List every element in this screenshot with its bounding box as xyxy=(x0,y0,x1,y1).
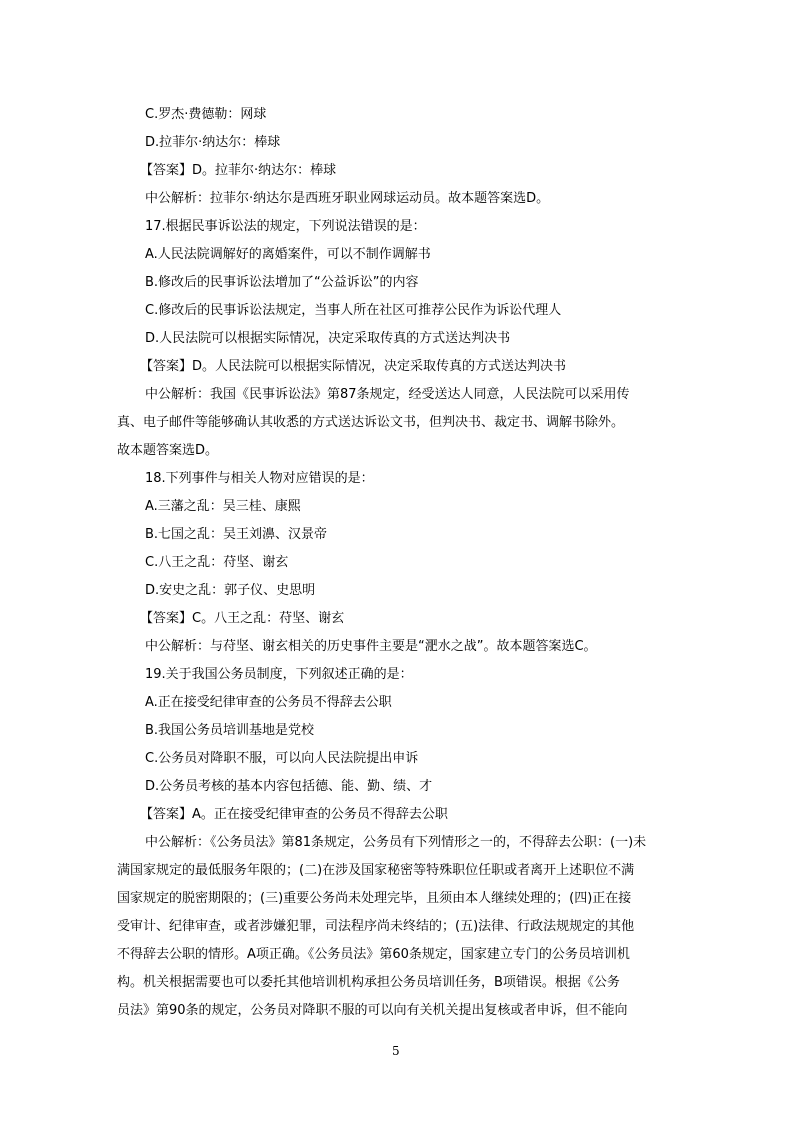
option-line: A.三藩之乱：吴三桂、康熙 xyxy=(145,499,301,514)
analysis-line: 真、电子邮件等能够确认其收悉的方式送达诉讼文书，但判决书、裁定书、调解书除外。 xyxy=(117,415,625,430)
option-line: C.罗杰·费德勒：网球 xyxy=(145,107,267,122)
analysis-line: 受审计、纪律审查，或者涉嫌犯罪，司法程序尚未终结的；(五)法律、行政法规规定的其他 xyxy=(117,919,635,934)
answer-line: 【答案】D。拉菲尔·纳达尔：棒球 xyxy=(140,163,337,178)
analysis-line: 中公解析：我国《民事诉讼法》第87条规定，经受送达人同意，人民法院可以采用传 xyxy=(145,387,630,402)
option-line: C.八王之乱：苻坚、谢玄 xyxy=(145,555,289,570)
analysis-line: 中公解析：《公务员法》第81条规定，公务员有下列情形之一的，不得辞去公职：(一)未 xyxy=(145,835,647,850)
analysis-line: 满国家规定的最低服务年限的；(二)在涉及国家秘密等特殊职位任职或者离开上述职位不满 xyxy=(117,863,635,878)
answer-line: 【答案】A。正在接受纪律审查的公务员不得辞去公职 xyxy=(140,807,448,822)
option-line: C.公务员对降职不服，可以向人民法院提出申诉 xyxy=(145,751,419,766)
option-line: D.公务员考核的基本内容包括德、能、勤、绩、才 xyxy=(145,779,433,794)
option-line: D.安史之乱：郭子仪、史思明 xyxy=(145,583,316,598)
question-line: 19.关于我国公务员制度，下列叙述正确的是： xyxy=(145,667,413,682)
analysis-line: 员法》第90条的规定，公务员对降职不服的可以向有关机关提出复核或者申诉，但不能向 xyxy=(117,1003,628,1018)
option-line: B.修改后的民事诉讼法增加了“公益诉讼”的内容 xyxy=(145,275,419,290)
option-line: D.人民法院可以根据实际情况，决定采取传真的方式送达判决书 xyxy=(145,331,511,346)
option-line: B.我国公务员培训基地是党校 xyxy=(145,723,315,738)
option-line: B.七国之乱：吴王刘濞、汉景帝 xyxy=(145,527,328,542)
analysis-line: 中公解析：与苻坚、谢玄相关的历史事件主要是“淝水之战”。故本题答案选C。 xyxy=(145,639,597,654)
question-line: 18.下列事件与相关人物对应错误的是： xyxy=(145,471,374,486)
option-line: D.拉菲尔·纳达尔：棒球 xyxy=(145,135,281,150)
answer-line: 【答案】C。八王之乱：苻坚、谢玄 xyxy=(140,611,345,626)
question-line: 17.根据民事诉讼法的规定，下列说法错误的是： xyxy=(145,219,426,234)
analysis-line: 中公解析：拉菲尔·纳达尔是西班牙职业网球运动员。故本题答案选D。 xyxy=(145,191,550,206)
analysis-line: 构。机关根据需要也可以委托其他培训机构承担公务员培训任务，B项错误。根据《公务 xyxy=(117,975,620,990)
option-line: C.修改后的民事诉讼法规定，当事人所在社区可推荐公民作为诉讼代理人 xyxy=(145,303,562,318)
analysis-line: 不得辞去公职的情形。A项正确。《公务员法》第60条规定，国家建立专门的公务员培训机 xyxy=(117,947,630,962)
page-number: 5 xyxy=(392,1044,400,1058)
option-line: A.人民法院调解好的离婚案件，可以不制作调解书 xyxy=(145,247,431,262)
analysis-line: 故本题答案选D。 xyxy=(117,443,219,458)
analysis-line: 国家规定的脱密期限的；(三)重要公务尚未处理完毕，且须由本人继续处理的；(四)正在接 xyxy=(117,891,632,906)
answer-line: 【答案】D。人民法院可以根据实际情况，决定采取传真的方式送达判决书 xyxy=(140,359,567,374)
option-line: A.正在接受纪律审查的公务员不得辞去公职 xyxy=(145,695,392,710)
